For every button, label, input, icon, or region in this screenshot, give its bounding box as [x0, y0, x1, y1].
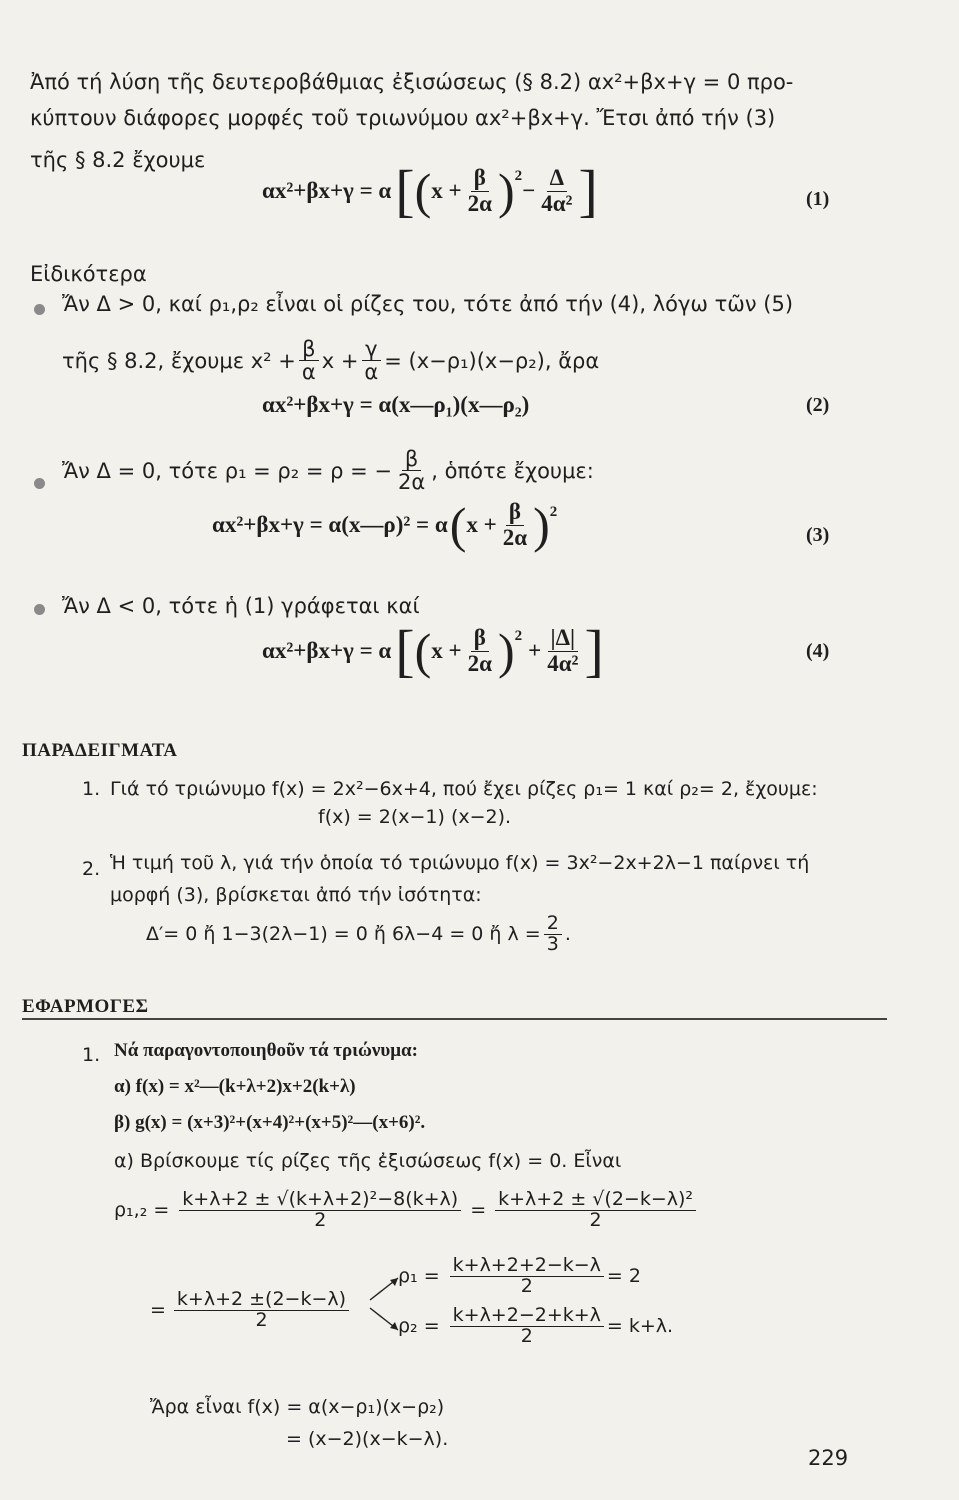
- roots-frac2-den: 2: [589, 1208, 602, 1231]
- roots-frac2-num: k+λ+2 ± √(2−k−λ)²: [495, 1190, 696, 1211]
- application-1-b: β) g(x) = (x+3)²+(x+4)²+(x+5)²—(x+6)².: [114, 1112, 426, 1133]
- case1-line-1: Ἄν Δ > 0, καί ρ₁,ρ₂ εἶναι οἱ ρίζες του, τότε ἀπό τήν (4), λόγω τῶν (5): [62, 292, 794, 316]
- bullet-icon: [34, 604, 45, 615]
- equation-4: αx²+βx+γ = α [ ( x + $\frac{\beta}{2\alpha}$ ) 2 + $\frac{|\Delta|}{\text{4α²}}$ ]: [262, 618, 604, 683]
- final-factorization-2: = (x−2)(x−k−λ).: [286, 1428, 449, 1450]
- intro-line-1: Ἀπό τή λύση τῆς δευτεροβάθμιας ἐξισώσεως (§ 8.2) αx²+βx+γ = 0 προ-: [30, 70, 794, 94]
- equation-4-label: (4): [806, 640, 830, 662]
- example-2-number: 2.: [82, 858, 101, 880]
- case1-x-plus: x +: [321, 348, 359, 373]
- bullet-icon: [34, 478, 45, 489]
- eq1-frac-den: 2α: [467, 190, 492, 216]
- case1-frac2-num: γ: [362, 338, 380, 361]
- roots-equation: [114, 1190, 699, 1231]
- rho2-value: = k+λ.: [606, 1315, 674, 1338]
- eq1-delta: Δ: [547, 166, 567, 191]
- eq1-lhs: αx²+βx+γ = α: [262, 178, 392, 203]
- rho1-value: = 2: [606, 1265, 641, 1288]
- examples-heading: ΠΑΡΑΔΕΙΓΜΑΤΑ: [22, 740, 178, 761]
- equation-3-label: (3): [806, 524, 830, 546]
- example-1-line-2: f(x) = 2(x−1) (x−2).: [318, 806, 512, 828]
- intro-line-2: κύπτουν διάφορες μορφές τοῦ τριωνύμου αx²+βx+γ. Ἔτσι ἀπό τήν (3): [30, 106, 776, 130]
- example-2-end: .: [564, 923, 571, 946]
- final-factorization-1: Ἄρα εἶναι f(x) = α(x−ρ₁)(x−ρ₂): [150, 1396, 445, 1418]
- eq3-frac-num: β: [506, 500, 524, 525]
- case2-start: Ἄν Δ = 0, τότε ρ₁ = ρ₂ = ρ = −: [62, 458, 393, 483]
- specifically-heading: Εἰδικότερα: [30, 262, 147, 286]
- roots-frac1-den: 2: [314, 1208, 327, 1231]
- eq1-minus: −: [522, 178, 536, 203]
- mid-eq-sign: =: [150, 1299, 166, 1322]
- equation-2-label: (2): [806, 394, 830, 416]
- eq4-4a2: 4α²: [547, 650, 579, 676]
- eq3-lhs: αx²+βx+γ = α(x—ρ)² = α: [212, 512, 448, 537]
- equation-1: αx²+βx+γ = α [ ( x + $\frac{\beta}{2\alpha}$ ) 2 − $\frac{\Delta}{\text{4α²}}$ ]: [262, 158, 598, 223]
- page-number: 229: [808, 1446, 849, 1470]
- lambda-frac-num: 2: [544, 914, 562, 935]
- arrow-up-head: [390, 1278, 398, 1286]
- eq1-x-plus: x +: [431, 178, 462, 203]
- case1-frac1-num: β: [299, 338, 318, 361]
- rho1-label: ρ₁ =: [398, 1265, 440, 1288]
- rho2-equation: [398, 1306, 673, 1347]
- case2-end: , ὁπότε ἔχουμε:: [431, 458, 594, 483]
- section-divider: [22, 1018, 887, 1020]
- combined-root-fraction: [150, 1290, 352, 1331]
- applications-heading: ΕΦΑΡΜΟΓΕΣ: [22, 996, 149, 1017]
- eq4-square: 2: [514, 628, 523, 644]
- solution-a-intro: α) Βρίσκουμε τίς ρίζες τῆς ἐξισώσεως f(x) = 0. Εἶναι: [114, 1150, 622, 1172]
- eq4-lhs: αx²+βx+γ = α: [262, 638, 392, 663]
- eq3-square: 2: [549, 504, 558, 520]
- case1-frac2-den: α: [364, 360, 379, 385]
- case1-line2-start: τῆς § 8.2, ἔχουμε x² +: [62, 348, 296, 373]
- rho2-den: 2: [520, 1324, 533, 1347]
- eq1-4a2: 4α²: [541, 190, 573, 216]
- mid-num: k+λ+2 ±(2−k−λ): [174, 1290, 349, 1311]
- case2-frac-num: β: [402, 448, 421, 471]
- equation-1-label: (1): [806, 188, 830, 210]
- example-2-line-3: [146, 914, 571, 955]
- rho2-num: k+λ+2−2+k+λ: [450, 1306, 604, 1327]
- example-1-line-1: Γιά τό τριώνυμο f(x) = 2x²−6x+4, πού ἔχει ρίζες ρ₁= 1 καί ρ₂= 2, ἔχουμε:: [110, 778, 818, 800]
- eq3-frac-den: 2α: [502, 524, 528, 550]
- eq3-x-plus: x +: [466, 512, 497, 537]
- eq1-frac-num: β: [471, 166, 489, 191]
- eq1-square: 2: [514, 168, 523, 184]
- case1-rhs: = (x−ρ₁)(x−ρ₂), ἄρα: [384, 348, 600, 373]
- example-2-line-2: μορφή (3), βρίσκεται ἀπό τήν ἰσότητα:: [110, 884, 482, 906]
- case1-line-2: [62, 338, 599, 383]
- case2-frac-den: 2α: [398, 470, 426, 495]
- rho2-label: ρ₂ =: [398, 1315, 440, 1338]
- eq4-frac-num: β: [471, 626, 489, 651]
- equation-3: αx²+βx+γ = α(x—ρ)² = α ( x + $\frac{\beta}{2\alpha}$ ) 2: [212, 497, 558, 553]
- eq4-frac-den: 2α: [467, 650, 492, 676]
- example-2-chain: Δ′= 0 ἤ 1−3(2λ−1) = 0 ἤ 6λ−4 = 0 ἤ λ =: [146, 923, 541, 946]
- rho1-equation: [398, 1256, 641, 1297]
- case3-line: Ἄν Δ < 0, τότε ἡ (1) γράφεται καί: [62, 594, 420, 618]
- case1-frac1-den: α: [301, 360, 316, 385]
- example-2-line-1: Ἡ τιμή τοῦ λ, γιά τήν ὁποία τό τριώνυμο f(x) = 3x²−2x+2λ−1 παίρνει τή: [110, 852, 810, 874]
- equation-2: αx²+βx+γ = α(x—ρ₁)(x—ρ₂): [262, 392, 530, 417]
- example-1-number: 1.: [82, 778, 101, 800]
- application-1-a: α) f(x) = x²—(k+λ+2)x+2(k+λ): [114, 1076, 356, 1097]
- rho1-den: 2: [520, 1274, 533, 1297]
- eq4-x-plus: x +: [431, 638, 462, 663]
- application-1-number: 1.: [82, 1044, 101, 1066]
- arrow-down-head: [390, 1322, 398, 1330]
- intro-line-3: τῆς § 8.2 ἔχουμε: [30, 148, 206, 172]
- lambda-frac-den: 3: [546, 932, 559, 955]
- roots-frac1-num: k+λ+2 ± √(k+λ+2)²−8(k+λ): [179, 1190, 461, 1211]
- application-1-title: Νά παραγοντοποιηθοῦν τά τριώνυμα:: [114, 1040, 418, 1061]
- bullet-icon: [34, 304, 45, 315]
- eq4-plus: +: [528, 638, 542, 663]
- rho12-label: ρ₁,₂ =: [114, 1199, 170, 1222]
- rho1-num: k+λ+2+2−k−λ: [450, 1256, 604, 1277]
- eq4-abs-delta: |Δ|: [548, 626, 579, 651]
- roots-eq-sign: =: [470, 1199, 487, 1222]
- mid-den: 2: [255, 1308, 268, 1331]
- case2-line: [62, 448, 594, 493]
